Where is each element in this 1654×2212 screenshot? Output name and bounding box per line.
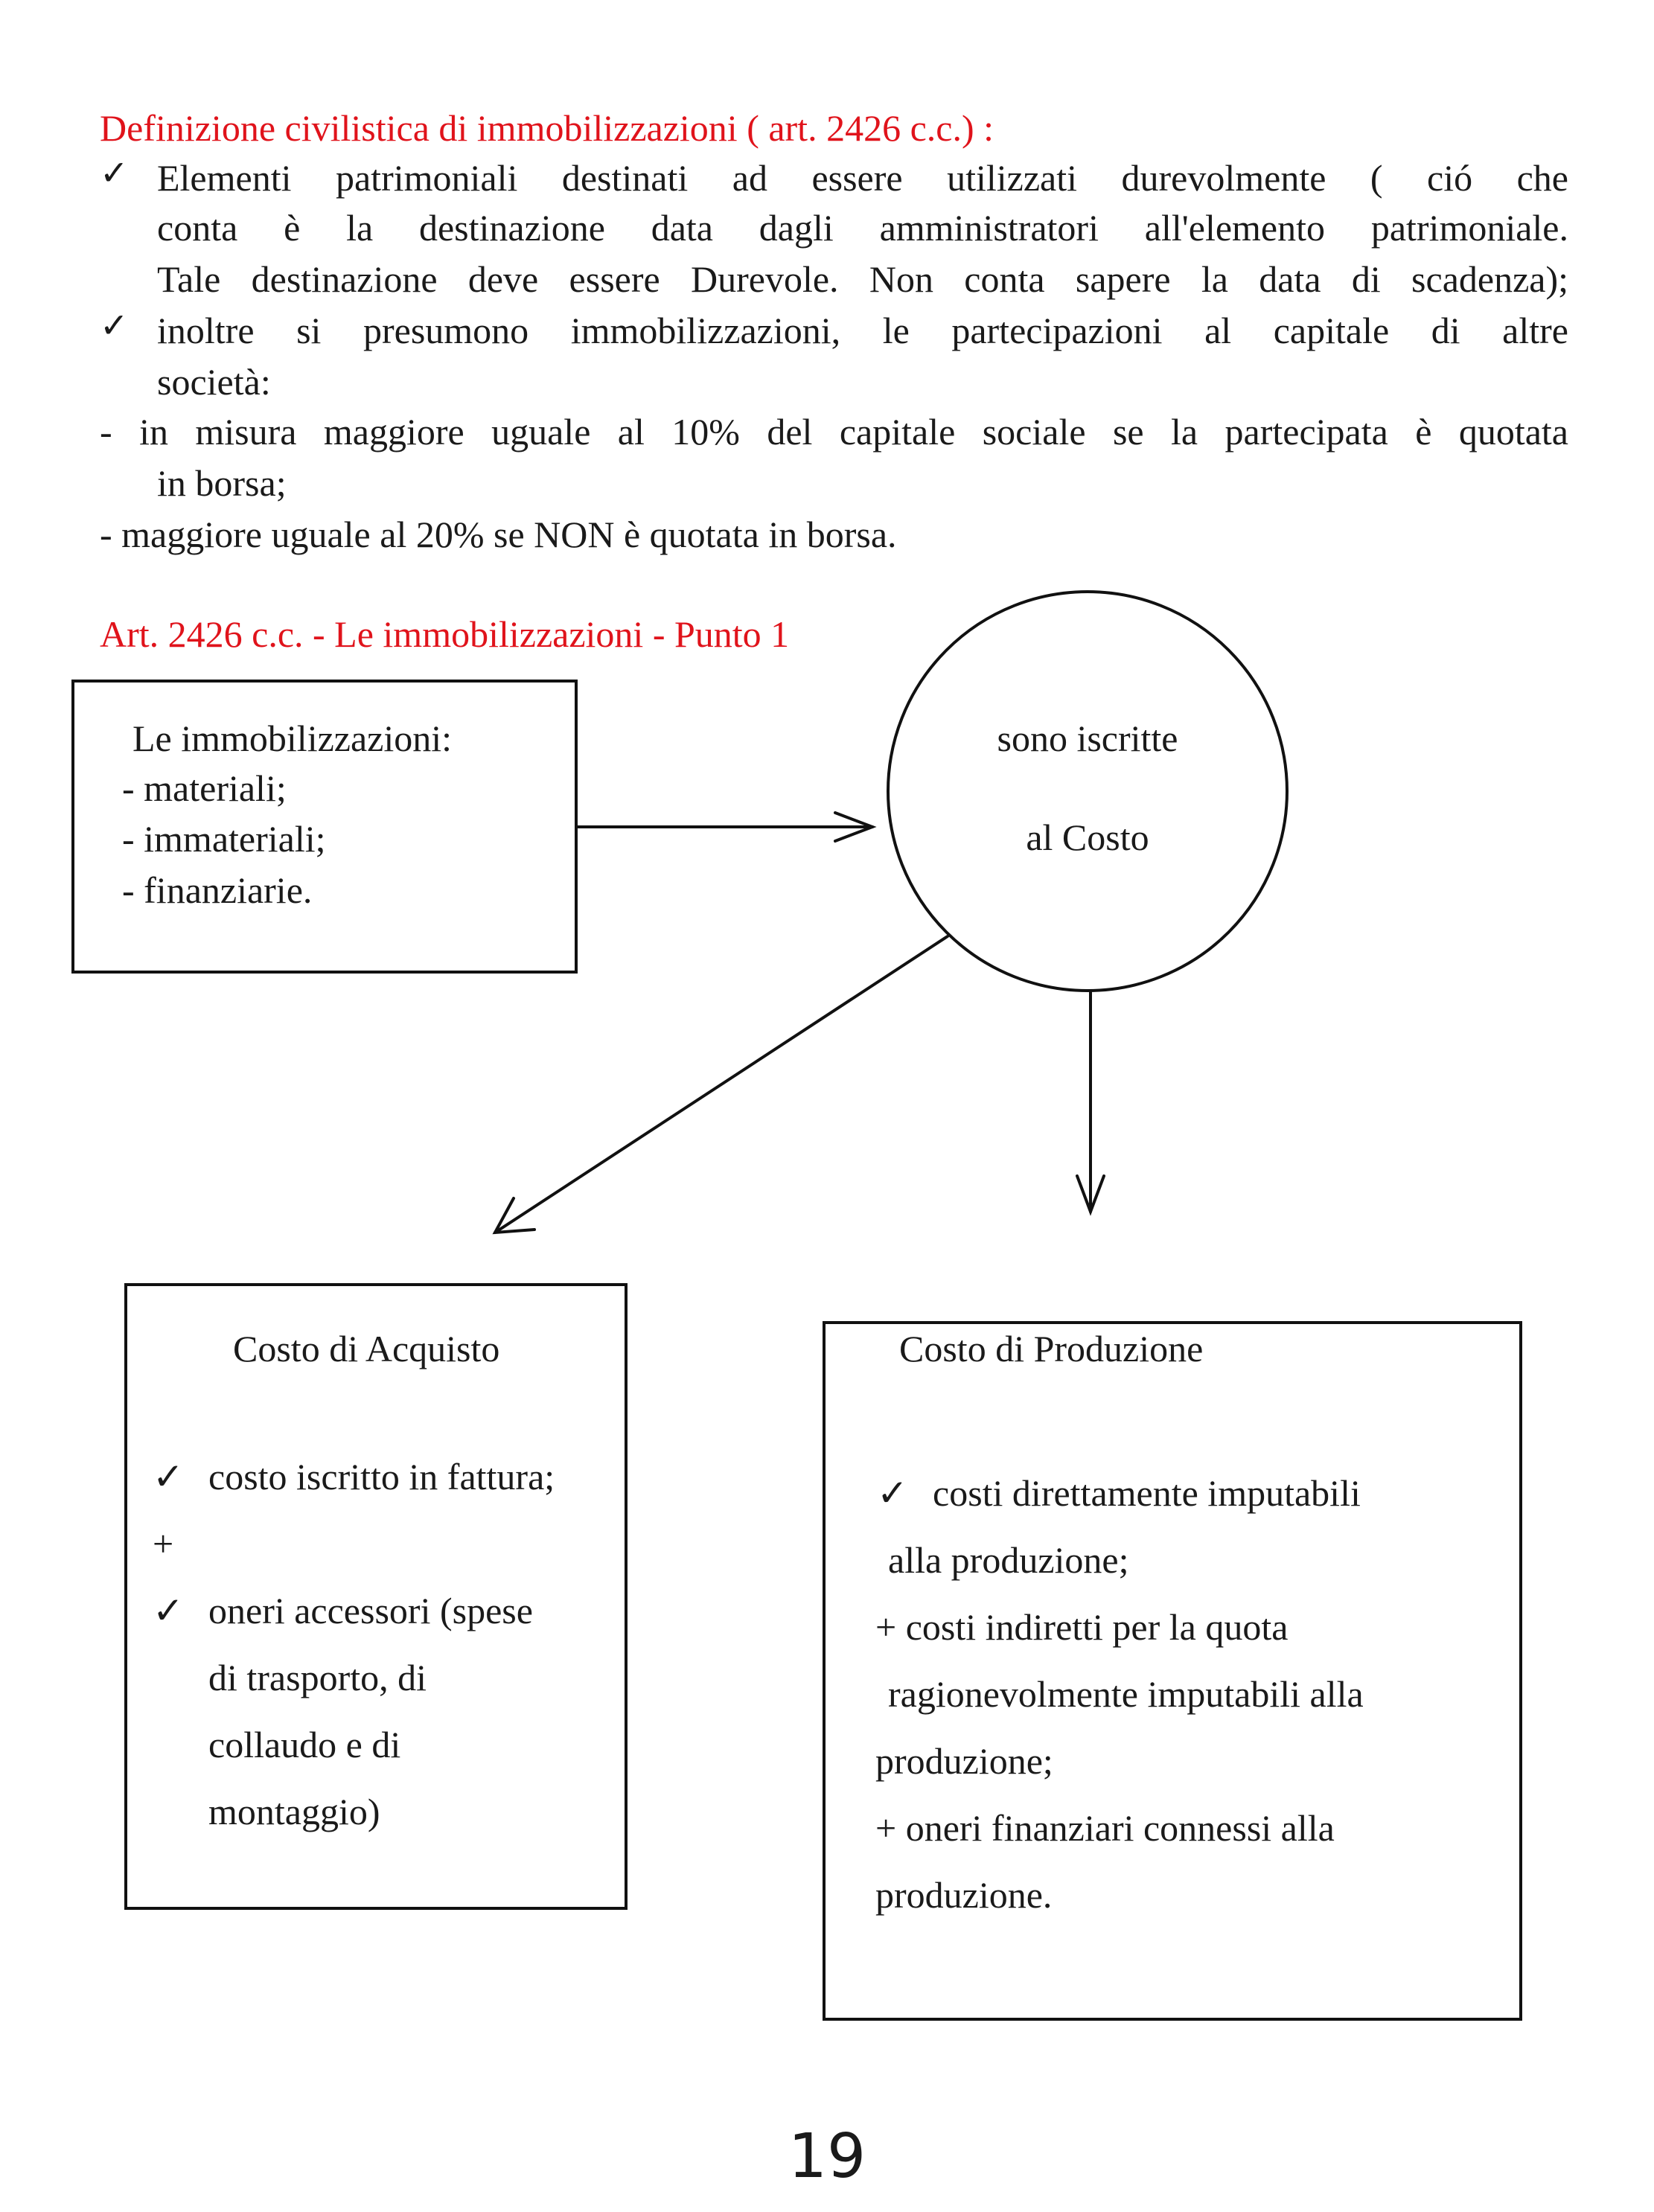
bullet1-line1: Elementi patrimoniali destinati ad essere utilizzati durevolmente ( ció che	[157, 157, 1568, 199]
bullet1-line2: conta è la destinazione data dagli amministratori all'elemento patrimoniale.	[157, 207, 1568, 249]
definition-heading: Definizione civilistica di immobilizzazioni ( art. 2426 c.c.) :	[100, 107, 994, 149]
bullet2-line1: inoltre si presumono immobilizzazioni, le partecipazioni al capitale di altre	[157, 310, 1568, 351]
circle-text-2: al Costo	[1026, 816, 1149, 858]
page-number: 19	[788, 2121, 866, 2192]
type-immateriali: - immateriali;	[122, 818, 326, 860]
bullet1-line3: Tale destinazione deve essere Durevole. Non conta sapere la data di scadenza);	[157, 258, 1568, 300]
produzione-line4: ragionevolmente imputabili alla	[888, 1673, 1364, 1715]
acquisto-item2-line2: di trasporto, di	[208, 1657, 427, 1698]
produzione-line3: + costi indiretti per la quota	[875, 1606, 1289, 1648]
produzione-title: Costo di Produzione	[899, 1328, 1204, 1369]
dash1-line1: - in misura maggiore uguale al 10% del capitale sociale se la partecipata è quotata	[100, 411, 1568, 453]
produzione-line6: + oneri finanziari connessi alla	[875, 1807, 1335, 1849]
produzione-line5: produzione;	[875, 1740, 1053, 1782]
dash1-line2: in borsa;	[157, 462, 287, 504]
acquisto-plus: +	[153, 1523, 174, 1564]
produzione-line7: produzione.	[875, 1874, 1053, 1916]
type-materiali: - materiali;	[122, 767, 287, 809]
section-heading: Art. 2426 c.c. - Le immobilizzazioni - Punto 1	[100, 613, 790, 655]
check-icon: ✓	[100, 154, 129, 192]
acquisto-item1: costo iscritto in fattura;	[208, 1456, 555, 1497]
type-finanziarie: - finanziarie.	[122, 869, 313, 911]
acquisto-item2-line1: oneri accessori (spese	[208, 1590, 533, 1631]
circle-text-1: sono iscritte	[997, 717, 1178, 759]
dash2: - maggiore uguale al 20% se NON è quotata in borsa.	[100, 514, 897, 555]
acquisto-title: Costo di Acquisto	[233, 1328, 500, 1369]
acquisto-item2-line4: montaggio)	[208, 1791, 380, 1832]
check-icon: ✓	[100, 307, 129, 345]
check-icon: ✓	[877, 1472, 908, 1514]
cost-circle	[888, 592, 1287, 991]
check-icon: ✓	[153, 1456, 184, 1497]
produzione-line2: alla produzione;	[888, 1539, 1129, 1581]
produzione-line1: costi direttamente imputabili	[933, 1472, 1361, 1514]
bullet2-line2: società:	[157, 361, 271, 403]
check-icon: ✓	[153, 1590, 184, 1631]
acquisto-item2-line3: collaudo e di	[208, 1724, 401, 1765]
arrow-diagonal	[495, 936, 948, 1233]
types-title: Le immobilizzazioni:	[132, 717, 453, 759]
